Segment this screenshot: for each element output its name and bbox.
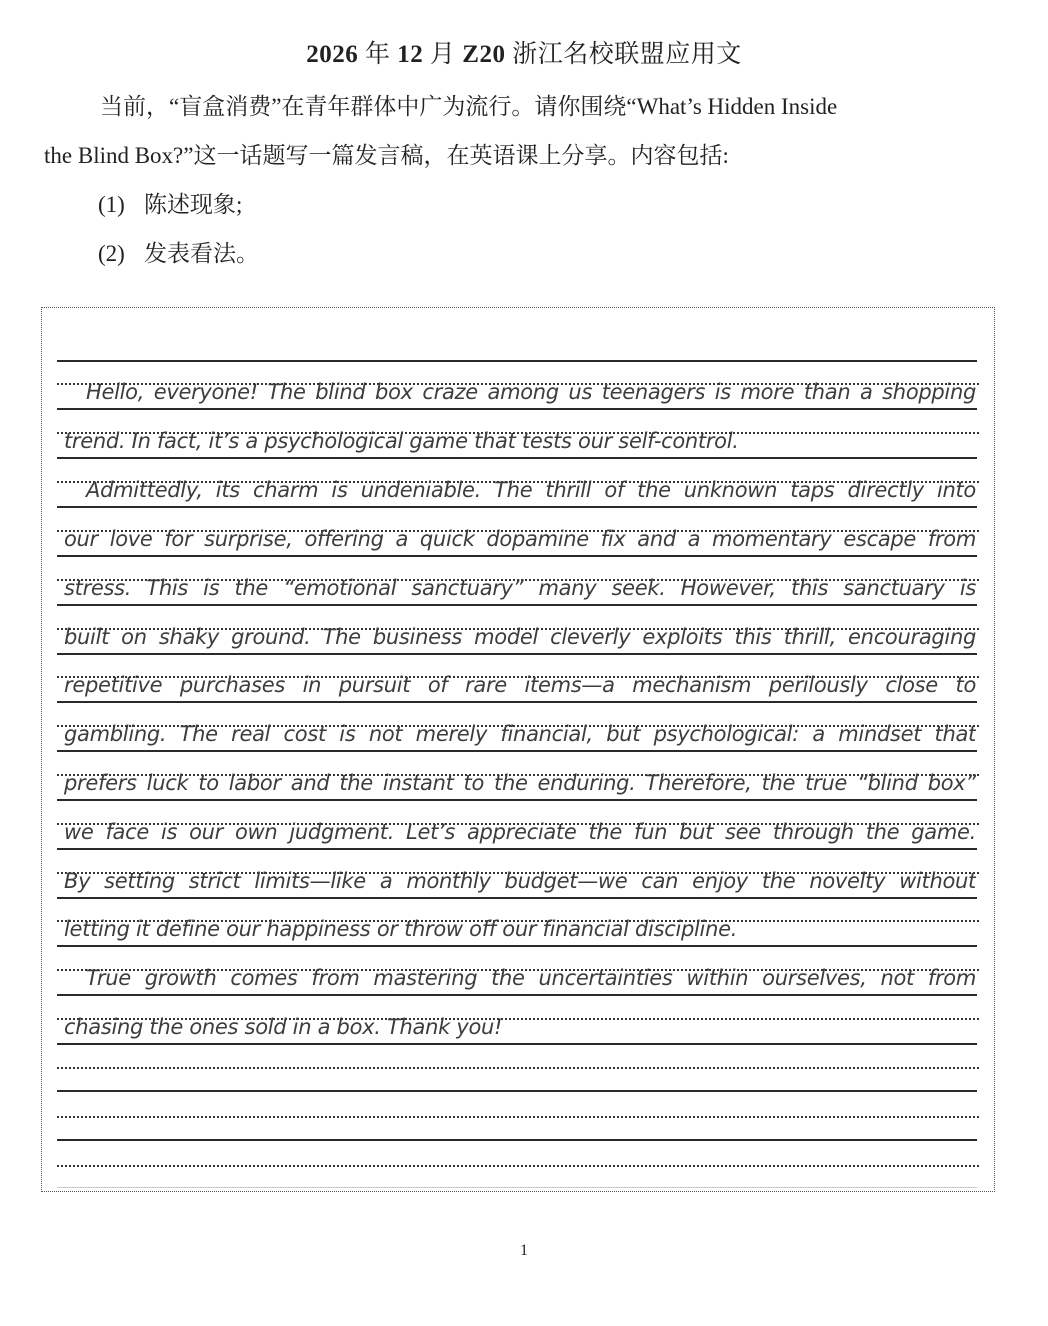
answer-line-3: Admittedly, its charm is undeniable. The thrill of the unknown taps directly into xyxy=(86,478,976,502)
writing-rule xyxy=(57,945,977,947)
answer-line-2: trend. In fact, it’s a psychological game that tests our self-control. xyxy=(64,429,739,453)
prompt-line-1: 当前，“盲盒消费”在青年群体中广为流行。请你围绕“What’s Hidden Inside xyxy=(100,94,838,119)
requirement-text: 陈述现象; xyxy=(144,192,243,217)
answer-line-10: we face is our own judgment. Let’s appreciate the fun but see through the game. xyxy=(64,820,976,844)
page-title xyxy=(0,34,1048,70)
page-number: 1 xyxy=(520,1242,528,1259)
writing-rule xyxy=(57,750,977,752)
answer-line-5: stress. This is the “emotional sanctuary” many seek. However, this sanctuary is xyxy=(64,576,976,600)
title-year-suffix: 年 xyxy=(365,41,391,68)
answer-line-9: prefers luck to labor and the instant to the enduring. Therefore, the true “blind box” xyxy=(64,771,976,795)
title-year: 2026 xyxy=(306,41,359,68)
requirement-text: 发表看法。 xyxy=(144,241,259,266)
writing-rule xyxy=(57,1043,977,1045)
writing-rule xyxy=(57,1187,977,1188)
answer-line-1: Hello, everyone! The blind box craze among us teenagers is more than a shopping xyxy=(86,380,976,404)
writing-rule xyxy=(57,848,977,850)
answer-line-11: By setting strict limits—like a monthly budget—we can enjoy the novelty without xyxy=(64,869,976,893)
writing-rule xyxy=(57,701,977,703)
writing-rule xyxy=(57,1139,977,1141)
requirement-item-2 xyxy=(98,235,259,268)
answer-line-7: repetitive purchases in pursuit of rare items—a mechanism perilously close to xyxy=(64,673,976,697)
answer-line-6: built on shaky ground. The business model cleverly exploits this thrill, encouraging xyxy=(64,625,976,649)
requirement-number: (2) xyxy=(98,241,125,266)
requirement-item-1 xyxy=(98,186,242,219)
writing-guide-dotted xyxy=(57,1116,979,1118)
answer-line-8: gambling. The real cost is not merely financial, but psychological: a mindset that xyxy=(64,722,976,746)
writing-rule xyxy=(57,799,977,801)
title-code: Z20 xyxy=(462,41,506,68)
requirement-number: (1) xyxy=(98,192,125,217)
title-month-suffix: 月 xyxy=(430,41,456,68)
writing-rule xyxy=(57,897,977,899)
writing-rule xyxy=(57,506,977,508)
answer-line-13: True growth comes from mastering the uncertainties within ourselves, not from xyxy=(86,966,976,990)
writing-rule xyxy=(57,1090,977,1092)
writing-rule xyxy=(57,408,977,410)
writing-rule xyxy=(57,653,977,655)
answer-line-12: letting it define our happiness or throw off our financial discipline. xyxy=(64,917,738,941)
answer-line-14: chasing the ones sold in a box. Thank you! xyxy=(64,1015,503,1039)
writing-rule xyxy=(57,994,977,996)
writing-guide-dotted xyxy=(57,1067,979,1069)
title-name: 浙江名校联盟应用文 xyxy=(512,41,742,68)
writing-guide-dotted xyxy=(57,1165,979,1167)
writing-rule xyxy=(57,457,977,459)
writing-rule xyxy=(57,604,977,606)
writing-rule xyxy=(57,360,977,362)
answer-line-4: our love for surprise, offering a quick dopamine fix and a momentary escape from xyxy=(64,527,976,551)
writing-rule xyxy=(57,555,977,557)
answer-writing-area xyxy=(41,307,995,1192)
prompt-line-2: the Blind Box?”这一话题写一篇发言稿，在英语课上分享。内容包括: xyxy=(44,143,729,168)
title-month: 12 xyxy=(397,41,424,68)
